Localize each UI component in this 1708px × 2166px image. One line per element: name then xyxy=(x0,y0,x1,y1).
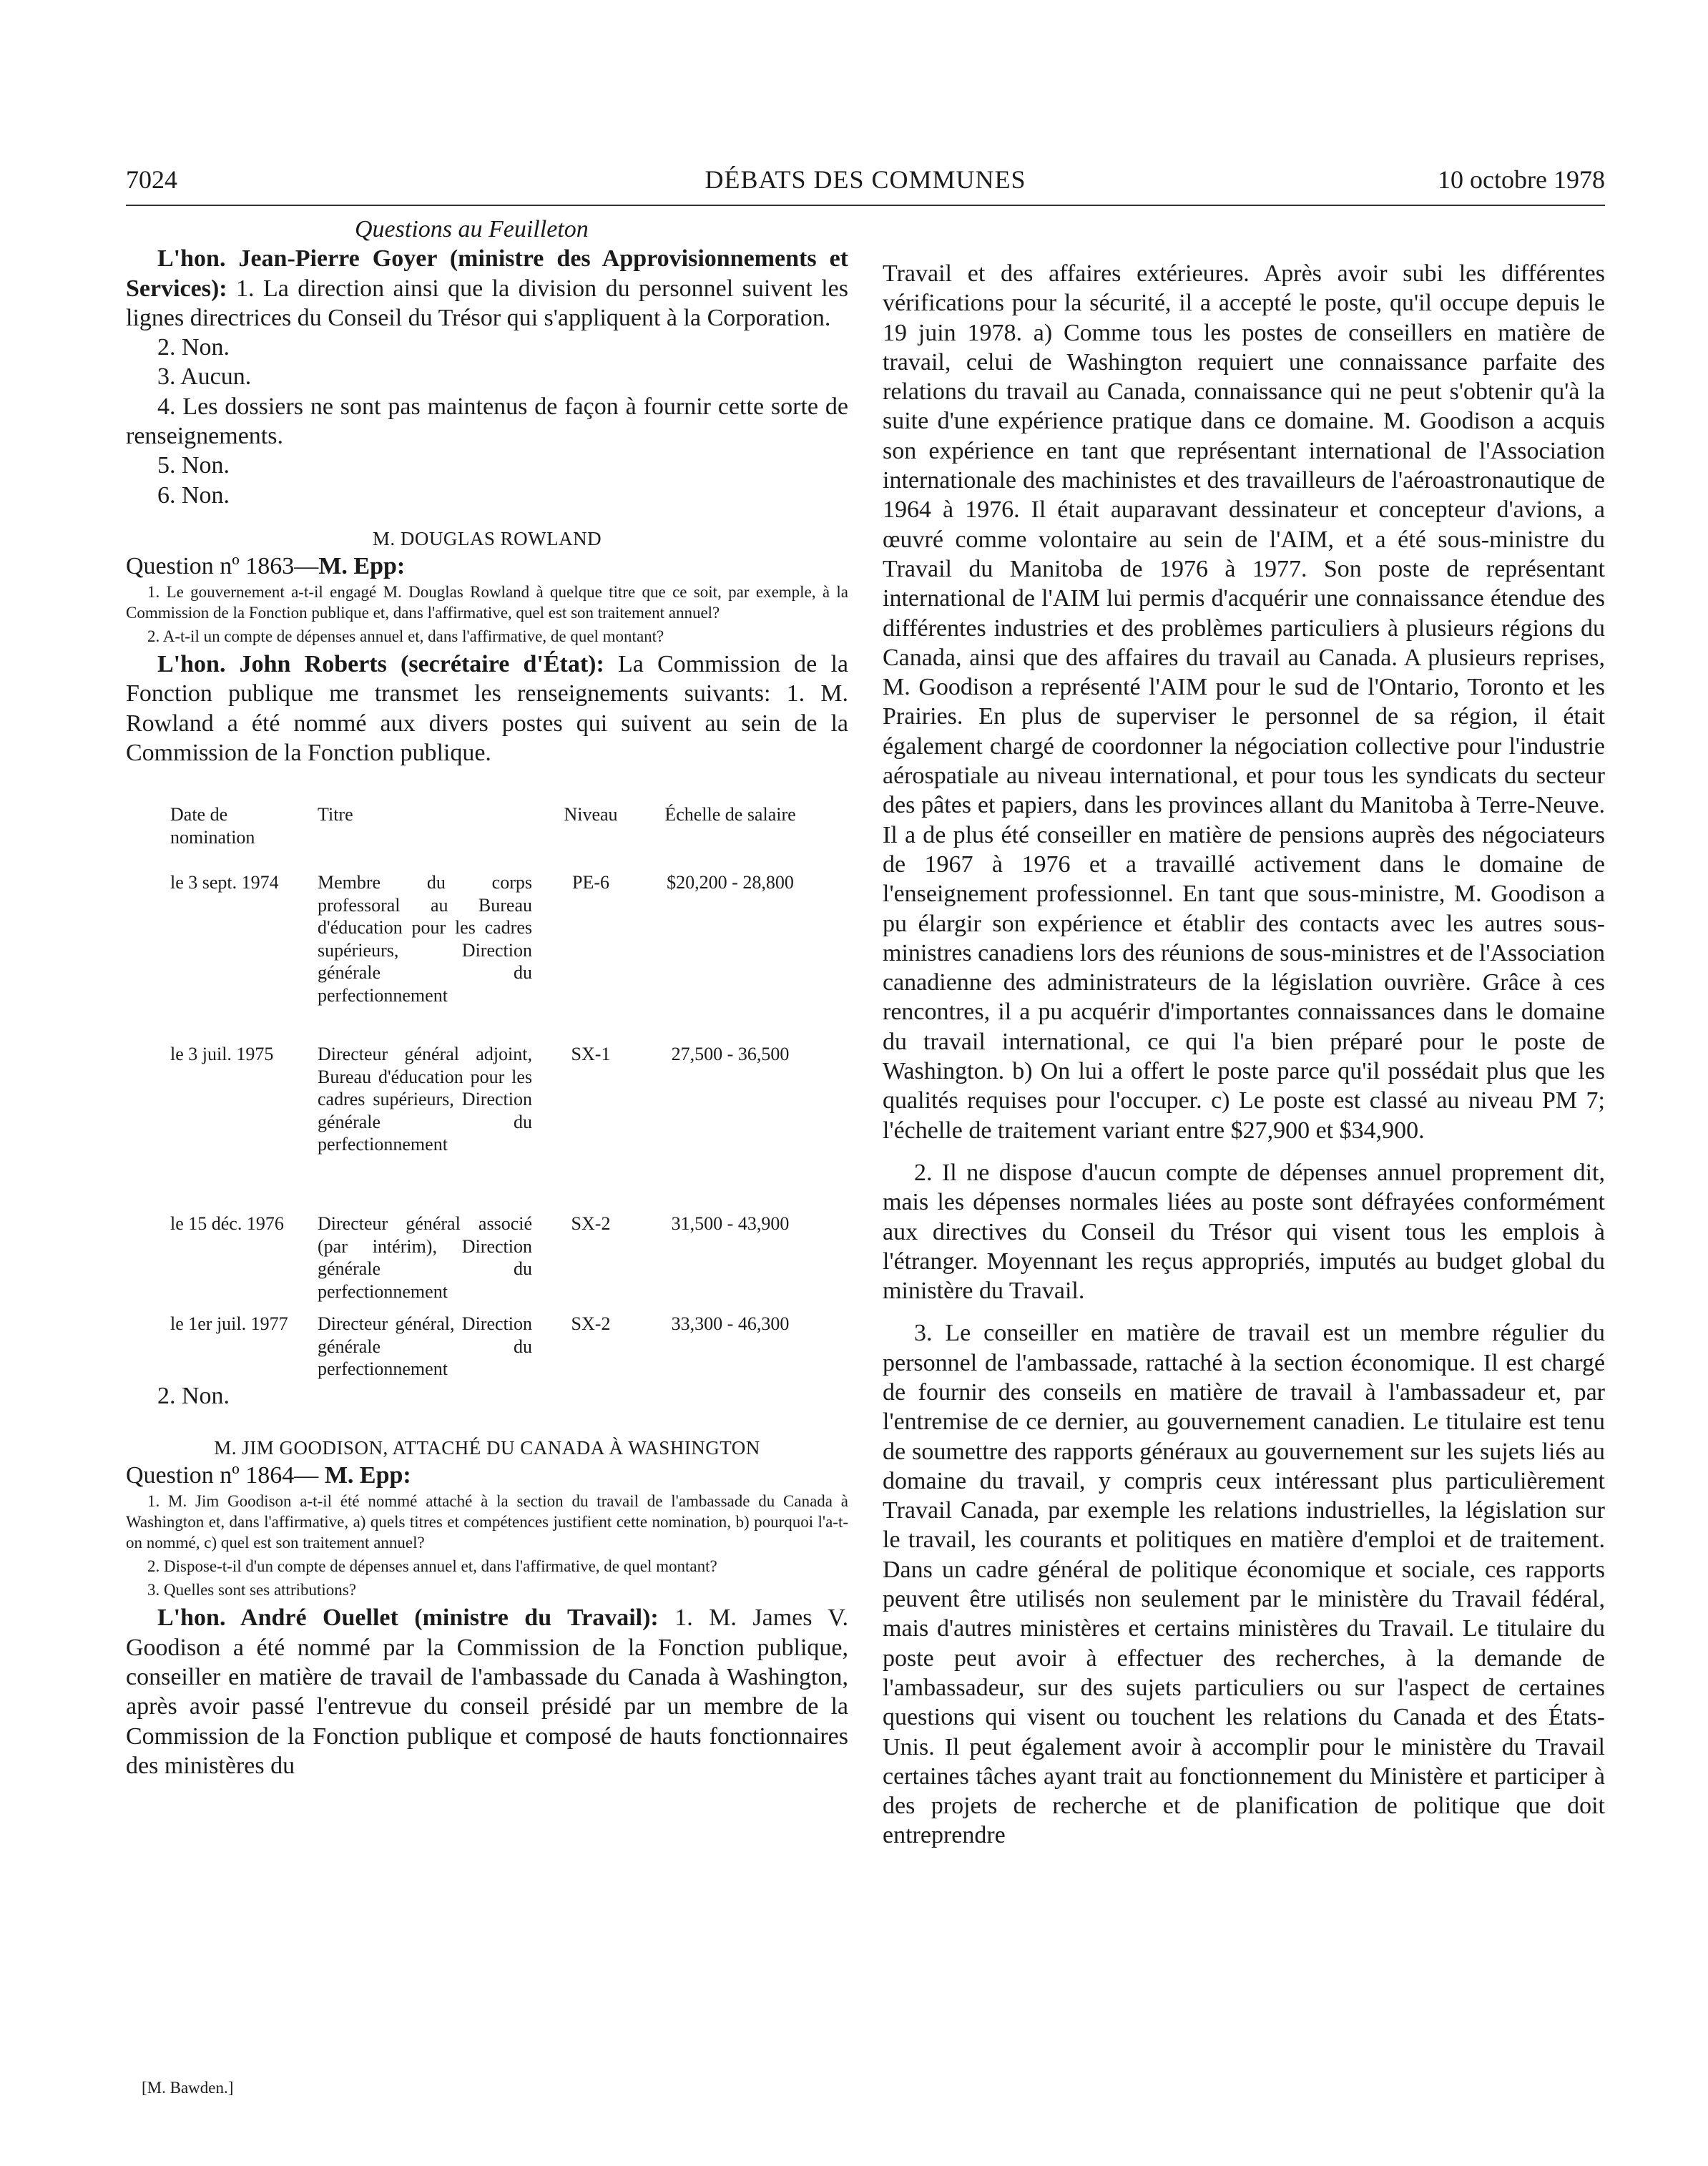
left-column xyxy=(126,215,848,1780)
table-header-title: Titre xyxy=(318,804,353,825)
ouellet-answer xyxy=(126,1603,848,1780)
question-item: 3. Quelles sont ses attributions? xyxy=(147,1581,356,1599)
goyer-item: 2. Non. xyxy=(157,334,230,361)
question-1863-items xyxy=(126,582,848,647)
paragraph: 3. Le conseiller en matière de travail est un membre régulier du personnel de l'ambassade, rattaché à la section économique. Il est chargé de fournir des conseils en matière de travail à l'ambassadeur et, par l'entremise de ce dernier, au gouvernement canadien. Le titulaire est tenu de soumettre des rapports généraux au gouvernement sur les sujets liés au domaine du travail, y compris ceux intéressant plus particulièrement Travail Canada, par exemple les relations industrielles, la législation sur le travail, les courants et politiques en matière d'emploi et de traitement. Dans un cadre général de politique économique et sociale, ces rapports peuvent être utilisés non seulement par le ministère du Travail fédéral, mais d'autres ministères et certains ministères du Travail. Le titulaire du poste peut avoir à effectuer des recherches, à la demande de l'ambassadeur, sur des sujets particuliers ou sur l'aspect de certaines questions qui visent ou touchent les relations du Canada et des États-Unis. Il peut également avoir à accomplir pour le ministère du Travail certaines tâches ayant trait au fonctionnement du Ministère et participer à des projets de recherche et de planification de politique que doit entreprendre xyxy=(883,1320,1605,1849)
roberts-speaker: L'hon. John Roberts (secrétaire d'État): xyxy=(157,650,604,677)
rowland-answer-2: 2. Non. xyxy=(157,1383,230,1410)
table-cell-title: Directeur général associé (par intérim), Direction générale du perfectionnement xyxy=(318,1213,532,1302)
question-item: 2. A-t-il un compte de dépenses annuel et, dans l'affirmative, de quel montant? xyxy=(147,627,664,645)
table-cell-salary: 27,500 - 36,500 xyxy=(671,1044,790,1065)
table-cell-date: le 3 juil. 1975 xyxy=(170,1044,274,1065)
table-header-salary: Échelle de salaire xyxy=(664,804,796,825)
table-cell-date: le 1er juil. 1977 xyxy=(170,1313,288,1335)
question-item: 1. M. Jim Goodison a-t-il été nommé attaché à la section du travail de l'ambassade du Canada à Washington et, dans l'affirmative, a) quels titres et compétences justifient cette nomination, b) pourquoi l'a-t-on nommé, c) quel est son traitement annuel? xyxy=(126,1492,848,1552)
section-title: Questions au Feuilleton xyxy=(355,216,589,242)
right-column-text xyxy=(883,259,1605,1851)
paragraph: 2. Il ne dispose d'aucun compte de dépenses annuel proprement dit, mais les dépenses normales liées au poste sont défrayées conformément aux directives du Conseil du Trésor qui visent tous les emplois à l'étranger. Moyennant les reçus appropriés, imputés au budget global du ministère du Travail. xyxy=(883,1159,1605,1305)
table-cell-title: Directeur général, Direction générale du perfectionnement xyxy=(318,1313,532,1380)
table-cell-level: SX-2 xyxy=(571,1213,611,1235)
table-cell-date: le 3 sept. 1974 xyxy=(170,872,279,893)
question-item: 2. Dispose-t-il d'un compte de dépenses annuel et, dans l'affirmative, de quel montant? xyxy=(147,1557,717,1576)
right-column xyxy=(883,259,1605,1851)
issue-date: 10 octobre 1978 xyxy=(1438,165,1605,194)
goyer-item: 5. Non. xyxy=(157,452,230,479)
question-item: 1. Le gouvernement a-t-il engagé M. Douglas Rowland à quelque titre que ce soit, par exemple, à la Commission de la Fonction publique et, dans l'affirmative, quel est son traitement annuel? xyxy=(126,582,848,622)
goyer-answer xyxy=(126,244,848,510)
goyer-item: 4. Les dossiers ne sont pas maintenus de façon à fournir cette sorte de renseignements. xyxy=(126,393,848,450)
page-header xyxy=(126,162,1605,206)
table-cell-salary: $20,200 - 28,800 xyxy=(667,872,794,893)
page-number: 7024 xyxy=(126,165,177,194)
table-cell-level: SX-1 xyxy=(571,1044,611,1065)
table-cell-salary: 31,500 - 43,900 xyxy=(671,1213,790,1235)
rowland-heading: M. DOUGLAS ROWLAND xyxy=(372,527,602,549)
goyer-text: 1. La direction ainsi que la division du personnel suivent les lignes directrices du Conseil du Trésor qui s'appliquent à la Corporation. xyxy=(126,275,848,331)
question-1863: Question nº 1863—M. Epp: xyxy=(126,552,406,579)
goyer-item: 3. Aucun. xyxy=(157,363,252,391)
paragraph: Travail et des affaires extérieures. Après avoir subi les différentes vérifications pour la sécurité, il a accepté le poste, qu'il occupe depuis le 19 juin 1978. a) Comme tous les postes de conseillers en matière de travail, celui de Washington requiert une connaissance parfaite des relations du travail au Canada, connaissance qui ne peut s'obtenir qu'à la suite d'une expérience pratique dans ce domaine. M. Goodison a acquis son expérience en tant que représentant international de l'Association internationale des machinistes et des travailleurs de l'aéroastronautique de 1964 à 1976. Il était auparavant dessinateur et concepteur d'avions, a œuvré comme volontaire au sein de l'AIM, et a été sous-ministre du Travail du Manitoba de 1976 à 1977. Son poste de représentant international de l'AIM lui permis d'acquérir une connaissance étendue des différentes industries et des problèmes particuliers à plusieurs régions du Canada, ainsi que des affaires du travail au Canada. A plusieurs reprises, M. Goodison a représenté l'AIM pour le sud de l'Ontario, Toronto et les Prairies. En plus de superviser le personnel de sa région, il était également chargé de coordonner la négociation collective pour l'industrie aérospatiale au niveau international, et pour tous les syndicats du secteur des pâtes et papiers, dans les provinces allant du Manitoba à Terre-Neuve. Il a de plus été conseiller en matière de pensions auprès des négociateurs de 1967 à 1976 et a travaillé activement dans le domaine de l'enseignement professionnel. En tant que sous-ministre, M. Goodison a pu élargir son expérience et établir des contacts avec les autres sous-ministres canadiens lors des réunions de sous-ministres et de l'Association canadienne des administrateurs de la législation ouvrière. Grâce à ces rencontres, il a pu acquérir d'importantes connaissances dans le domaine du travail international, ce qui l'a bien préparé pour le poste de Washington. b) On lui a offert le poste parce qu'il possédait plus que les qualités requises pour l'occuper. c) Le poste est classé au niveau PM 7; l'échelle de traitement variant entre $27,900 et $34,900. xyxy=(883,260,1605,1144)
table-header-level: Niveau xyxy=(564,804,618,825)
table-cell-salary: 33,300 - 46,300 xyxy=(671,1313,790,1335)
question-1864-items xyxy=(126,1491,848,1600)
goodison-heading: M. JIM GOODISON, ATTACHÉ DU CANADA À WASHINGTON xyxy=(214,1437,760,1459)
table-header-date: Date de nomination xyxy=(170,804,255,848)
table-cell-level: SX-2 xyxy=(571,1313,611,1335)
ouellet-speaker: L'hon. André Ouellet (ministre du Travail): xyxy=(157,1604,659,1632)
nominations-table xyxy=(126,803,848,1380)
table-cell-date: le 15 déc. 1976 xyxy=(170,1213,284,1235)
question-1864: Question nº 1864— M. Epp: xyxy=(126,1462,411,1489)
ouellet-text: 1. M. James V. Goodison a été nommé par la Commission de la Fonction publique, conseiller en matière de travail de l'ambassade du Canada à Washington, après avoir passé l'entrevue du conseil présidé par un membre de la Commission de la Fonction publique et composé de hauts fonctionnaires des ministères du xyxy=(126,1604,848,1779)
publication-title: DÉBATS DES COMMUNES xyxy=(705,165,1026,194)
roberts-answer xyxy=(126,650,848,768)
goyer-speaker: L'hon. Jean-Pierre Goyer (ministre des Approvisionnements et Services): xyxy=(126,245,848,302)
goyer-item: 6. Non. xyxy=(157,481,230,509)
table-cell-title: Membre du corps professoral au Bureau d'éducation pour les cadres supérieurs, Direction générale du perfectionnement xyxy=(318,872,532,1006)
table-cell-title: Directeur général adjoint, Bureau d'éducation pour les cadres supérieurs, Direction générale du perfectionnement xyxy=(318,1044,532,1155)
roberts-text: La Commission de la Fonction publique me transmet les renseignements suivants: 1. M. Rowland a été nommé aux divers postes qui suivent au sein de la Commission de la Fonction publique. xyxy=(126,650,848,766)
footnote: [M. Bawden.] xyxy=(142,2079,234,2097)
table-cell-level: PE-6 xyxy=(572,872,609,893)
